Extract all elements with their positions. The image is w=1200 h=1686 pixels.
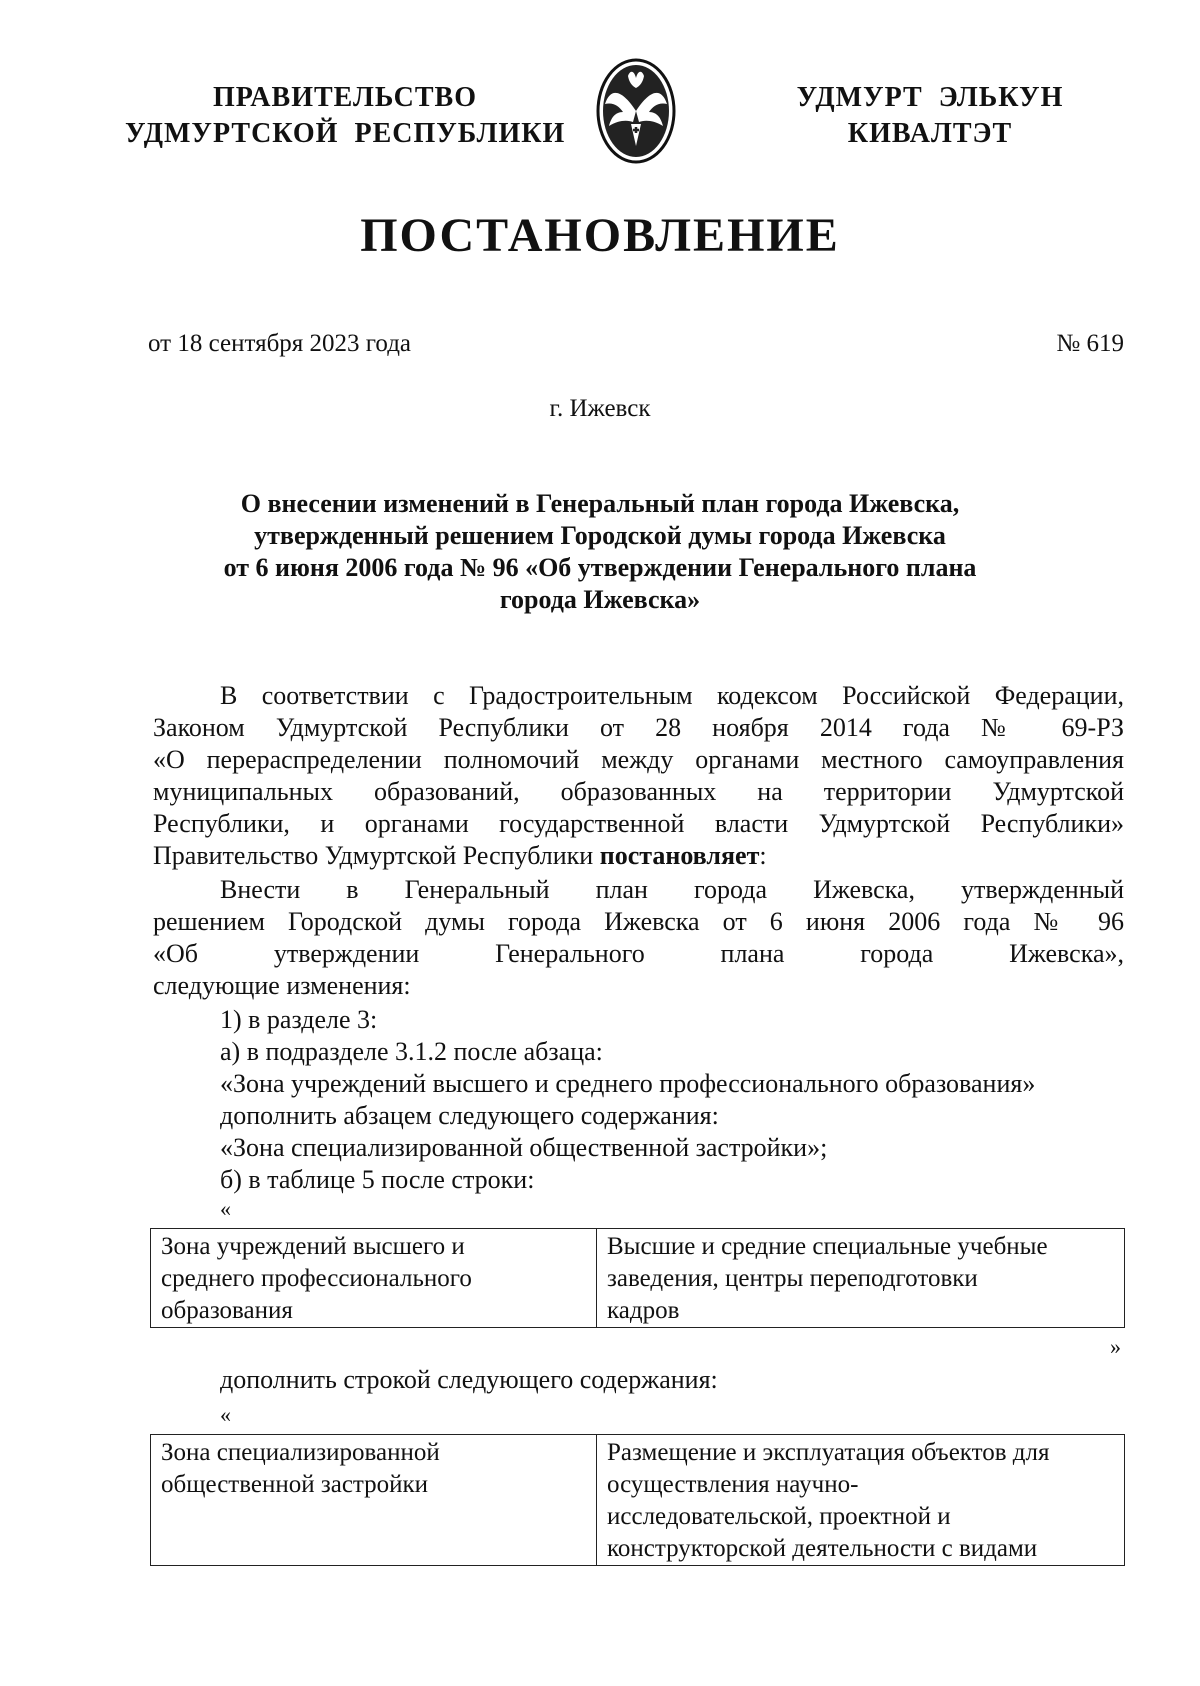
- amendment-items: [153, 1004, 1124, 1196]
- issuer-udmurt-line-1: УДМУРТ ЭЛЬКУН: [796, 82, 1064, 113]
- cell-line: заведения, центры переподготовки: [607, 1265, 978, 1292]
- resolution-keyword: постановляет: [599, 841, 760, 870]
- cell-line: осуществления научно-: [607, 1471, 859, 1498]
- quote-open: «: [220, 1196, 231, 1221]
- body-text: Правительство Удмуртской Республики: [153, 841, 600, 870]
- issuer-name-udmurt: [780, 80, 1080, 152]
- quote-open: «: [220, 1402, 231, 1427]
- cell-line: Высшие и средние специальные учебные: [607, 1233, 1048, 1260]
- table-row-new: [150, 1434, 1125, 1566]
- subject-line: города Ижевска»: [499, 585, 701, 614]
- issuer-line-2: УДМУРТСКОЙ РЕСПУБЛИКИ: [125, 118, 566, 149]
- body-line: В соответствии с Градостроительным кодексом Российской Федерации,: [220, 681, 1124, 710]
- cell-line: среднего профессионального: [161, 1265, 472, 1292]
- body-line: муниципальных образований, образованных на территории Удмуртской: [153, 777, 1124, 806]
- body-paragraph-2: [153, 874, 1124, 1002]
- amendment-item: б) в таблице 5 после строки:: [220, 1165, 535, 1194]
- subject-line: О внесении изменений в Генеральный план города Ижевска,: [240, 489, 960, 518]
- amendment-item: 1) в разделе 3:: [220, 1005, 378, 1034]
- body-line-last: следующие изменения:: [153, 971, 411, 1000]
- zone-description-cell: [597, 1229, 1125, 1328]
- body-line: Законом Удмуртской Республики от 28 ноября 2014 года № 69-РЗ: [153, 713, 1124, 742]
- cell-line: исследовательской, проектной и: [607, 1503, 951, 1530]
- cell-line: конструкторской деятельности с видами: [607, 1535, 1038, 1562]
- body-text: :: [759, 841, 767, 870]
- amendment-item: «Зона специализированной общественной застройки»;: [220, 1133, 828, 1162]
- document-subject: [200, 488, 1000, 616]
- table-row-existing: [150, 1228, 1125, 1328]
- cell-line: Зона учреждений высшего и: [161, 1233, 465, 1260]
- body-line: «Об утверждении Генерального плана города Ижевска»,: [153, 939, 1124, 968]
- body-line: Республики, и органами государственной власти Удмуртской Республики»: [153, 809, 1124, 838]
- document-date: от 18 сентября 2023 года: [148, 330, 412, 357]
- issuer-name-russian: [125, 80, 565, 152]
- document-number: № 619: [1056, 330, 1124, 357]
- body-paragraph-1: [153, 680, 1124, 872]
- add-row-instruction: дополнить строкой следующего содержания:: [220, 1365, 718, 1394]
- coat-of-arms-icon: [593, 56, 679, 166]
- zone-description-cell: [597, 1435, 1125, 1566]
- zone-name-cell: [151, 1435, 597, 1566]
- body-line: Внести в Генеральный план города Ижевска, утвержденный: [220, 875, 1124, 904]
- cell-line: общественной застройки: [161, 1471, 429, 1498]
- body-line: «О перераспределении полномочий между органами местного самоуправления: [153, 745, 1124, 774]
- body-line-last: [153, 840, 1124, 872]
- cell-line: Зона специализированной: [161, 1439, 440, 1466]
- cell-line: Размещение и эксплуатация объектов для: [607, 1439, 1050, 1466]
- cell-line: кадров: [607, 1297, 680, 1324]
- issuer-udmurt-line-2: КИВАЛТЭТ: [847, 118, 1013, 149]
- subject-line: от 6 июня 2006 года № 96 «Об утверждении Генерального плана: [223, 553, 977, 582]
- subject-line: утвержденный решением Городской думы города Ижевска: [254, 521, 946, 550]
- zone-name-cell: [151, 1229, 597, 1328]
- amendment-item: а) в подразделе 3.1.2 после абзаца:: [220, 1037, 603, 1066]
- amendment-item: «Зона учреждений высшего и среднего профессионального образования»: [220, 1069, 1036, 1098]
- cell-line: образования: [161, 1297, 293, 1324]
- document-title: ПОСТАНОВЛЕНИЕ: [360, 209, 840, 262]
- body-line: решением Городской думы города Ижевска от 6 июня 2006 года № 96: [153, 907, 1124, 936]
- quote-close: »: [1110, 1334, 1121, 1359]
- amendment-item: дополнить абзацем следующего содержания:: [220, 1101, 719, 1130]
- issuer-line-1: ПРАВИТЕЛЬСТВО: [213, 82, 477, 113]
- document-city: г. Ижевск: [549, 395, 651, 422]
